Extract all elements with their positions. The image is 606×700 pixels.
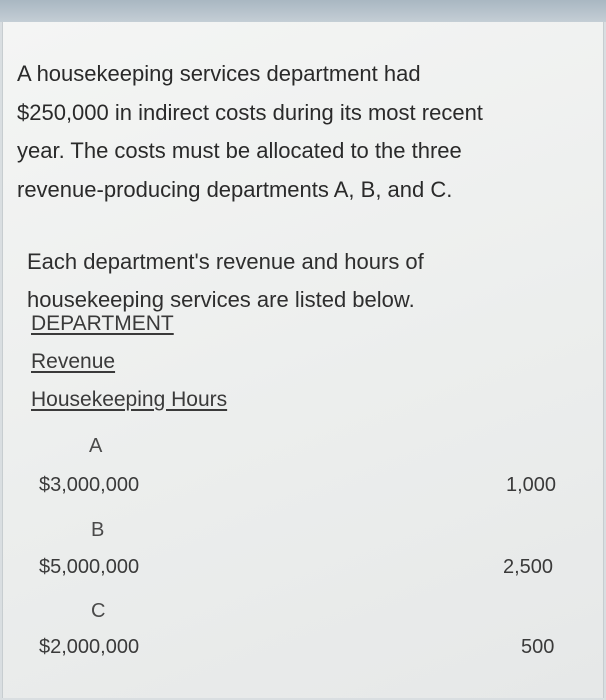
intro-line: Each department's revenue and hours of [27, 249, 424, 274]
department-revenue-b: $5,000,000 [39, 556, 140, 578]
question-text [17, 55, 597, 209]
department-hours-b: 2,500 [503, 556, 554, 578]
department-header: DEPARTMENT [31, 312, 174, 335]
department-hours-a: 1,000 [506, 474, 557, 496]
question-line: $250,000 in indirect costs during its most recent [17, 99, 483, 125]
department-revenue-c: $2,000,000 [39, 636, 140, 658]
revenue-header: Revenue [31, 350, 116, 373]
department-name-a: A [89, 435, 103, 457]
department-name-b: B [91, 519, 105, 541]
question-card [2, 22, 604, 698]
department-hours-c: 500 [521, 636, 555, 658]
question-line: revenue-producing departments A, B, and C. [17, 176, 453, 202]
intro-line: housekeeping services are listed below. [27, 287, 415, 312]
top-bar [0, 0, 606, 22]
intro-text [27, 243, 587, 319]
question-line: year. The costs must be allocated to the three [17, 138, 462, 163]
hours-header: Housekeeping Hours [31, 388, 228, 411]
department-name-c: C [91, 600, 106, 622]
question-line: A housekeeping services department had [17, 61, 421, 86]
department-revenue-a: $3,000,000 [39, 474, 140, 496]
